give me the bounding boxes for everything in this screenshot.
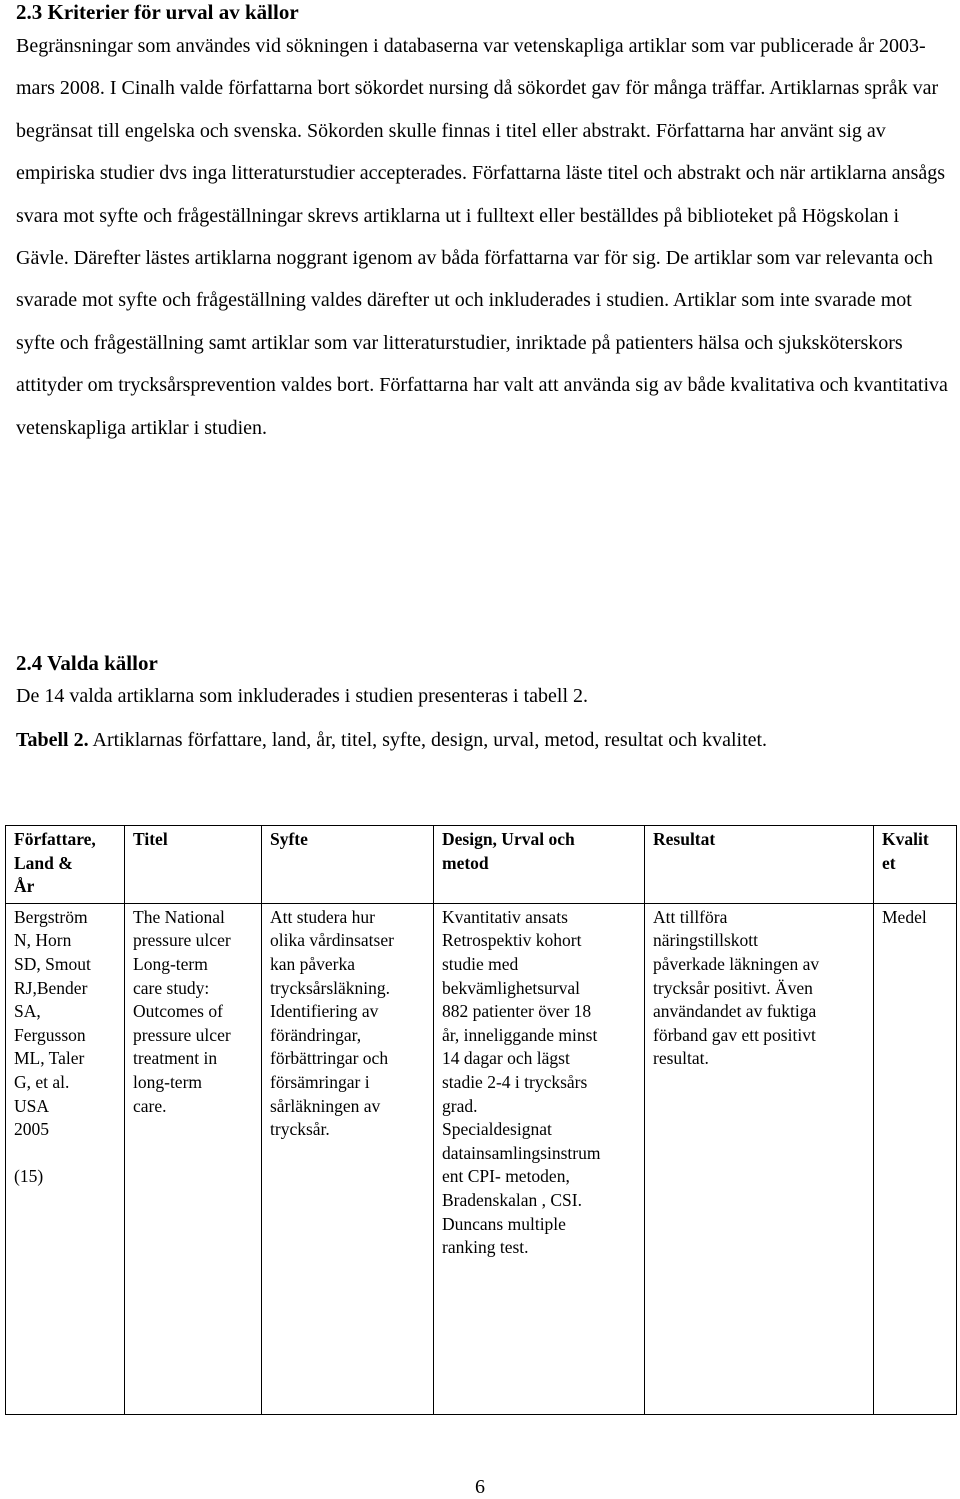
cell-result <box>645 903 874 1414</box>
header-authors <box>6 826 125 904</box>
header-result <box>645 826 874 904</box>
cell-line: påverkade läkningen av <box>653 953 820 974</box>
cell-line: 882 patienter över 18 <box>442 1001 592 1022</box>
cell-line: förband gav ett positivt <box>653 1024 816 1045</box>
header-quality <box>874 826 957 904</box>
cell-line: kan påverka <box>270 953 356 974</box>
page-number: 6 <box>475 1476 485 1498</box>
cell-line: Författare, <box>14 829 96 849</box>
cell-line: förbättringar och <box>270 1048 389 1069</box>
table-caption-label: Tabell 2. <box>16 729 89 751</box>
cell-line: pressure ulcer <box>133 1024 231 1045</box>
articles-table <box>5 825 957 1415</box>
cell-line: Resultat <box>653 829 716 849</box>
criteria-paragraph: Begränsningar som användes vid sökningen i databaserna var vetenskapliga artiklar som var publicerade år 2003- mars 2008. I Cinalh valde författarna bort sökordet nursing då sökordet gav för många träffar. Artiklarnas språk var begränsat till engelska och svenska. Sökorden skulle finnas i titel eller abstrakt. Författarna har använt sig av empiriska studier dvs inga litteraturstudier accepterades. Författarna läste titel och abstrakt och när artiklarna ansågs svara mot syfte och frågeställningar skrevs artiklarna ut i fulltext eller beställdes på biblioteket på Högskolan i Gävle. Därefter lästes artiklarna noggrant igenom av båda författarna var för sig. De artiklar som var relevanta och svarade mot syfte och frågeställning valdes därefter ut och inkluderades i studien. Artiklar som inte svarade mot syfte och frågeställning samt artiklar som var litteraturstudier, inriktade på patienters hälsa och sjuksköterskors attityder om trycksårsprevention valdes bort. Författarna har valt att använda sig av både kvalitativa och kvantitativa vetenskapliga artiklar i studien. <box>16 35 948 439</box>
cell-line: Syfte <box>270 829 308 849</box>
cell-line: Duncans multiple <box>442 1213 566 1234</box>
cell-line: Titel <box>133 829 168 849</box>
cell-line: ent CPI- metoden, <box>442 1166 570 1187</box>
table-row <box>6 903 957 1414</box>
cell-line: år, inneliggande minst <box>442 1024 598 1045</box>
header-purpose <box>262 826 434 904</box>
cell-line: The National <box>133 906 225 927</box>
cell-line: treatment in <box>133 1048 218 1069</box>
cell-line: Specialdesignat <box>442 1119 552 1140</box>
country: USA <box>14 1095 50 1116</box>
cell-line: Design, Urval och <box>442 829 575 849</box>
year: 2005 <box>14 1119 49 1140</box>
cell-quality: Medel <box>874 903 957 1414</box>
sources-intro: De 14 valda artiklarna som inkluderades i studien presenteras i tabell 2. <box>16 685 589 707</box>
cell-line: Long-term <box>133 953 208 974</box>
cell-design <box>434 903 645 1414</box>
section-heading-2-3: 2.3 Kriterier för urval av källor <box>16 0 299 24</box>
cell-line: bekvämlighetsurval <box>442 977 581 998</box>
cell-line: Outcomes of <box>133 1001 223 1022</box>
header-title <box>125 826 262 904</box>
cell-line: G, et al. <box>14 1071 70 1092</box>
cell-line: grad. <box>442 1095 478 1116</box>
cell-line: försämringar i <box>270 1071 370 1092</box>
table-caption <box>16 729 767 752</box>
cell-line: stadie 2-4 i trycksårs <box>442 1071 588 1092</box>
cell-line: Fergusson <box>14 1024 86 1045</box>
cell-line: studie med <box>442 953 519 974</box>
cell-line: SD, Smout <box>14 953 91 974</box>
cell-purpose <box>262 903 434 1414</box>
cell-line: SA, <box>14 1001 41 1022</box>
cell-line: Retrospektiv kohort <box>442 930 582 951</box>
cell-line: care. <box>133 1095 167 1116</box>
cell-line: pressure ulcer <box>133 930 231 951</box>
reference-number: (15) <box>14 1166 44 1187</box>
cell-line: näringstillskott <box>653 930 758 951</box>
cell-line: N, Horn <box>14 930 72 951</box>
cell-line: metod <box>442 852 489 873</box>
cell-line: År <box>14 876 35 897</box>
cell-line: olika vårdinsatser <box>270 930 394 951</box>
table-caption-text: Artiklarnas författare, land, år, titel, syfte, design, urval, metod, resultat och kvalitet. <box>88 729 768 751</box>
cell-line: Att tillföra <box>653 906 728 927</box>
authors-list <box>14 906 116 1095</box>
table-header-row <box>6 826 957 904</box>
cell-line: Land & <box>14 852 73 873</box>
cell-line: 14 dagar och lägst <box>442 1048 570 1069</box>
header-design <box>434 826 645 904</box>
cell-line: trycksår positivt. Även <box>653 977 813 998</box>
cell-line: ML, Taler <box>14 1048 85 1069</box>
cell-line: Bradenskalan , CSI. <box>442 1189 582 1210</box>
cell-line: et <box>882 852 896 873</box>
cell-line: trycksårsläkning. <box>270 977 391 998</box>
cell-line: RJ,Bender <box>14 977 88 998</box>
cell-line: long-term <box>133 1071 203 1092</box>
cell-line: Bergström <box>14 906 88 927</box>
cell-line: Kvantitativ ansats <box>442 906 568 927</box>
cell-line: Identifiering av <box>270 1001 379 1022</box>
cell-line: sårläkningen av <box>270 1095 381 1116</box>
cell-line: Att studera hur <box>270 906 375 927</box>
cell-line: ranking test. <box>442 1237 529 1258</box>
cell-line: resultat. <box>653 1048 709 1069</box>
section-heading-2-4: 2.4 Valda källor <box>16 651 158 675</box>
cell-line: datainsamlingsinstrum <box>442 1142 601 1163</box>
cell-line: användandet av fuktiga <box>653 1001 817 1022</box>
cell-authors <box>6 903 125 1414</box>
cell-line: care study: <box>133 977 210 998</box>
cell-title <box>125 903 262 1414</box>
cell-line: trycksår. <box>270 1119 330 1140</box>
cell-line: förändringar, <box>270 1024 362 1045</box>
cell-line: Kvalit <box>882 829 929 849</box>
